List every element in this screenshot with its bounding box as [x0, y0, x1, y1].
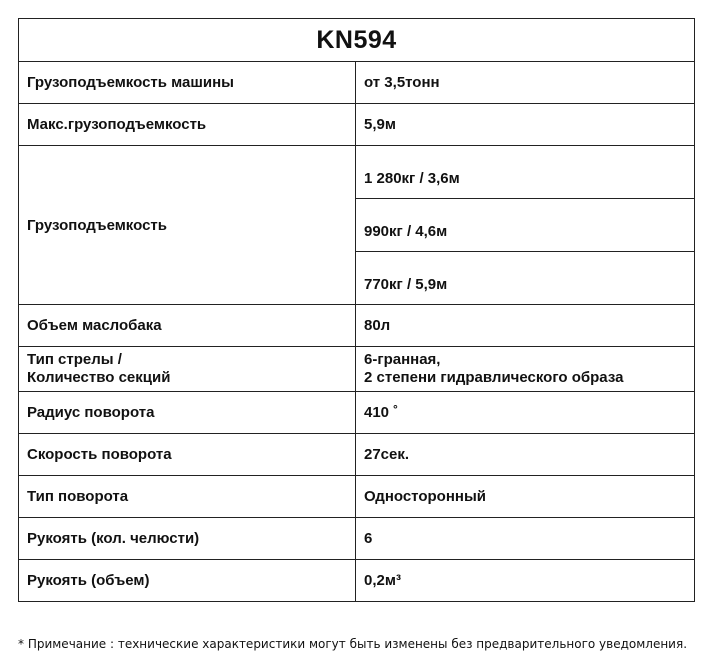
table-row [19, 392, 695, 434]
spec-label-line: Количество секций [27, 369, 171, 386]
spec-value: 5,9м [356, 104, 695, 146]
table-row [19, 476, 695, 518]
title-row [19, 19, 695, 62]
spec-value: 410 ˚ [356, 392, 695, 434]
spec-value [356, 347, 695, 392]
spec-label: Рукоять (объем) [19, 560, 356, 602]
spec-value-line: 2 степени гидравлического образа [364, 369, 624, 386]
spec-label [19, 347, 356, 392]
spec-label: Рукоять (кол. челюсти) [19, 518, 356, 560]
spec-value: 770кг / 5,9м [356, 252, 695, 305]
table-row [19, 305, 695, 347]
spec-value: 80л [356, 305, 695, 347]
spec-label-line: Тип стрелы / [27, 351, 122, 368]
spec-value: 6 [356, 518, 695, 560]
spec-label: Объем маслобака [19, 305, 356, 347]
table-row [19, 104, 695, 146]
spec-value: от 3,5тонн [356, 62, 695, 104]
table-row [19, 62, 695, 104]
model-title: KN594 [19, 19, 695, 62]
spec-label: Тип поворота [19, 476, 356, 518]
spec-value: 0,2м³ [356, 560, 695, 602]
table-row [19, 434, 695, 476]
table-row [19, 560, 695, 602]
spec-label: Грузоподъемкость [19, 146, 356, 305]
spec-label: Скорость поворота [19, 434, 356, 476]
table-row [19, 518, 695, 560]
spec-sheet [18, 18, 694, 602]
footnote: * Примечание : технические характеристики могут быть изменены без предварительного уведомления. [18, 637, 688, 651]
table-row [19, 146, 695, 199]
spec-label: Макс.грузоподъемкость [19, 104, 356, 146]
spec-value: 990кг / 4,6м [356, 199, 695, 252]
spec-table [18, 18, 695, 602]
table-row [19, 347, 695, 392]
spec-value-line: 6-гранная, [364, 351, 441, 368]
spec-value: Односторонный [356, 476, 695, 518]
spec-value: 1 280кг / 3,6м [356, 146, 695, 199]
spec-value: 27сек. [356, 434, 695, 476]
spec-label: Радиус поворота [19, 392, 356, 434]
spec-label: Грузоподъемкость машины [19, 62, 356, 104]
